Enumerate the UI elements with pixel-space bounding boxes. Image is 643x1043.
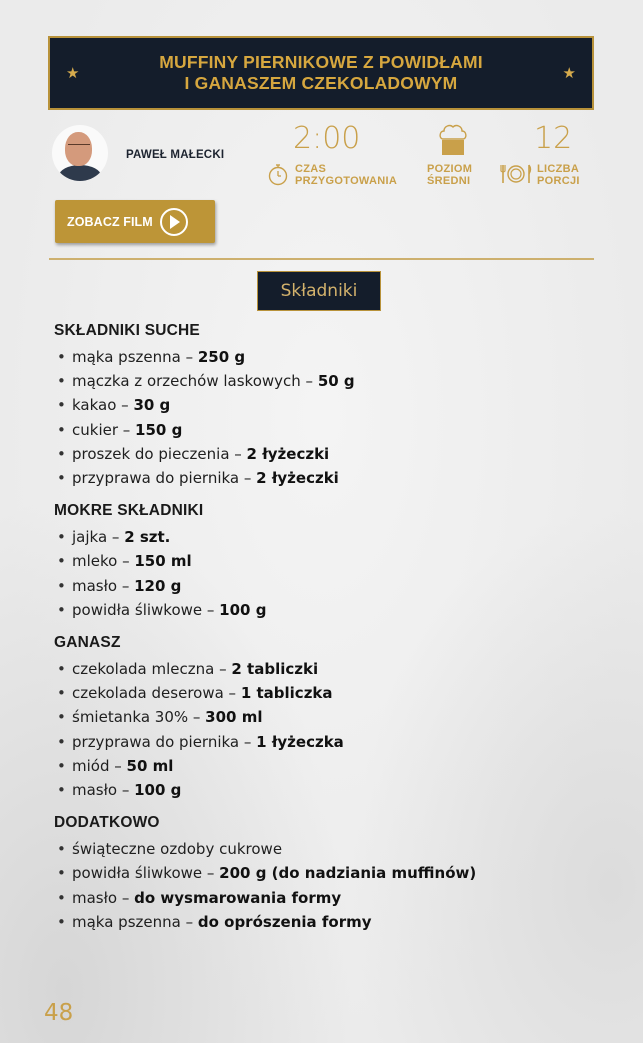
ingredient-item — [54, 837, 614, 861]
ingredient-item — [54, 681, 614, 705]
ingredient-name: powidła śliwkowe – — [72, 864, 220, 883]
avatar-glasses — [68, 144, 90, 148]
prep-time-label-line-1: CZAS — [295, 163, 327, 175]
prep-time-label — [295, 163, 397, 187]
ingredient-amount: 50 g — [317, 372, 355, 391]
ingredient-item — [54, 598, 614, 622]
ingredient-amount: 250 g — [197, 348, 246, 366]
group-title: SKŁADNIKI SUCHE — [54, 322, 200, 339]
ingredient-amount: 2 łyżeczki — [246, 444, 330, 463]
recipe-title — [159, 52, 483, 94]
page-number: 48 — [44, 1000, 74, 1026]
ingredients-tab[interactable] — [257, 271, 381, 311]
ingredient-name: powidła śliwkowe – — [72, 600, 220, 619]
author-name: PAWEŁ MAŁECKI — [126, 149, 225, 161]
ingredient-amount: 300 ml — [205, 708, 263, 727]
ingredient-amount: 2 szt. — [124, 528, 171, 547]
ingredient-name: cukier – — [72, 420, 136, 439]
group-title: GANASZ — [54, 634, 121, 652]
ingredient-name: masło – — [72, 888, 135, 907]
play-icon — [160, 208, 188, 236]
ingredient-group-dry — [54, 320, 614, 490]
difficulty-label — [427, 163, 472, 187]
ingredient-name: czekolada mleczna – — [72, 660, 232, 679]
chef-hat-icon — [438, 123, 468, 157]
ingredient-item — [54, 393, 614, 417]
avatar-head — [65, 132, 92, 166]
ingredient-item — [54, 442, 614, 466]
ingredient-item — [54, 705, 614, 729]
ingredient-item — [54, 730, 614, 754]
ingredient-name: śmietanka 30% – — [72, 708, 206, 727]
group-title: MOKRE SKŁADNIKI — [54, 502, 204, 520]
author-avatar — [52, 125, 108, 181]
ingredient-name: miód – — [72, 756, 127, 775]
ingredient-name: świąteczne ozdoby cukrowe — [72, 840, 283, 859]
ingredient-item — [54, 345, 614, 369]
ingredient-amount: 150 g — [135, 420, 183, 439]
ingredient-item — [54, 525, 614, 549]
star-icon: ★ — [562, 64, 576, 82]
star-icon: ★ — [66, 64, 80, 82]
section-divider — [49, 258, 594, 260]
ingredient-item — [54, 910, 614, 934]
ingredient-name: masło – — [72, 781, 135, 800]
ingredient-amount: 100 g — [219, 600, 267, 619]
ingredient-item — [54, 657, 614, 681]
servings-label-line-1: LICZBA — [537, 163, 580, 175]
ingredient-amount: 100 g — [134, 781, 182, 800]
ingredient-name: jajka – — [72, 528, 125, 547]
ingredient-name: proszek do pieczenia – — [72, 444, 247, 463]
ingredient-item — [54, 574, 614, 598]
ingredient-amount: 200 g (do nadziania muffinów) — [219, 864, 477, 883]
ingredient-name: mąka pszenna – — [72, 348, 198, 366]
watch-film-button[interactable] — [55, 200, 215, 243]
ingredient-group-ganache — [54, 632, 614, 802]
prep-time-value: 2:00 — [293, 121, 361, 156]
recipe-title-line-2: I GANASZEM CZEKOLADOWYM — [184, 73, 458, 93]
ingredient-name: mąka pszenna – — [72, 912, 198, 931]
ingredient-item — [54, 754, 614, 778]
prep-time-label-line-2: PRZYGOTOWANIA — [295, 175, 398, 187]
ingredient-amount: do wysmarowania formy — [134, 888, 342, 907]
ingredient-amount: 120 g — [134, 576, 182, 595]
ingredient-item — [54, 861, 614, 885]
ingredient-name: masło – — [72, 576, 135, 595]
ingredient-amount: 150 ml — [134, 552, 192, 571]
ingredient-name: mączka z orzechów laskowych – — [72, 372, 318, 391]
ingredient-amount: 50 ml — [126, 756, 174, 775]
ingredient-amount: 2 łyżeczki — [256, 469, 339, 488]
ingredient-amount: do oprószenia formy — [197, 912, 372, 931]
servings-label-line-2: PORCJI — [537, 175, 580, 187]
ingredients-tab-label: Składniki — [280, 281, 358, 301]
servings-label — [537, 163, 580, 187]
watch-film-label: ZOBACZ FILM — [67, 214, 153, 229]
plate-cutlery-icon — [500, 163, 532, 185]
ingredient-name: przyprawa do piernika – — [72, 469, 257, 488]
ingredient-name: kakao – — [72, 396, 134, 415]
ingredient-group-extra — [54, 812, 614, 934]
ingredient-name: mleko – — [72, 552, 135, 571]
ingredient-name: czekolada deserowa – — [72, 684, 241, 703]
ingredient-item — [54, 778, 614, 802]
ingredient-item — [54, 886, 614, 910]
ingredient-item — [54, 466, 614, 490]
ingredients-list — [54, 320, 614, 934]
recipe-title-banner — [48, 36, 594, 110]
avatar-shirt — [59, 165, 101, 181]
ingredient-item — [54, 369, 614, 393]
ingredient-amount: 30 g — [133, 396, 171, 415]
ingredient-amount: 1 tabliczka — [240, 684, 333, 703]
ingredient-item — [54, 549, 614, 573]
stopwatch-icon — [267, 162, 289, 186]
ingredient-amount: 2 tabliczki — [231, 660, 319, 679]
difficulty-label-line-1: POZIOM — [427, 163, 473, 175]
ingredient-group-wet — [54, 500, 614, 622]
ingredient-name: przyprawa do piernika – — [72, 732, 257, 751]
recipe-title-line-1: MUFFINY PIERNIKOWE Z POWIDŁAMI — [159, 52, 483, 72]
difficulty-label-line-2: ŚREDNI — [427, 175, 471, 187]
ingredient-item — [54, 418, 614, 442]
servings-value: 12 — [534, 121, 573, 156]
ingredient-amount: 1 łyżeczka — [256, 732, 344, 751]
group-title: DODATKOWO — [54, 814, 160, 832]
